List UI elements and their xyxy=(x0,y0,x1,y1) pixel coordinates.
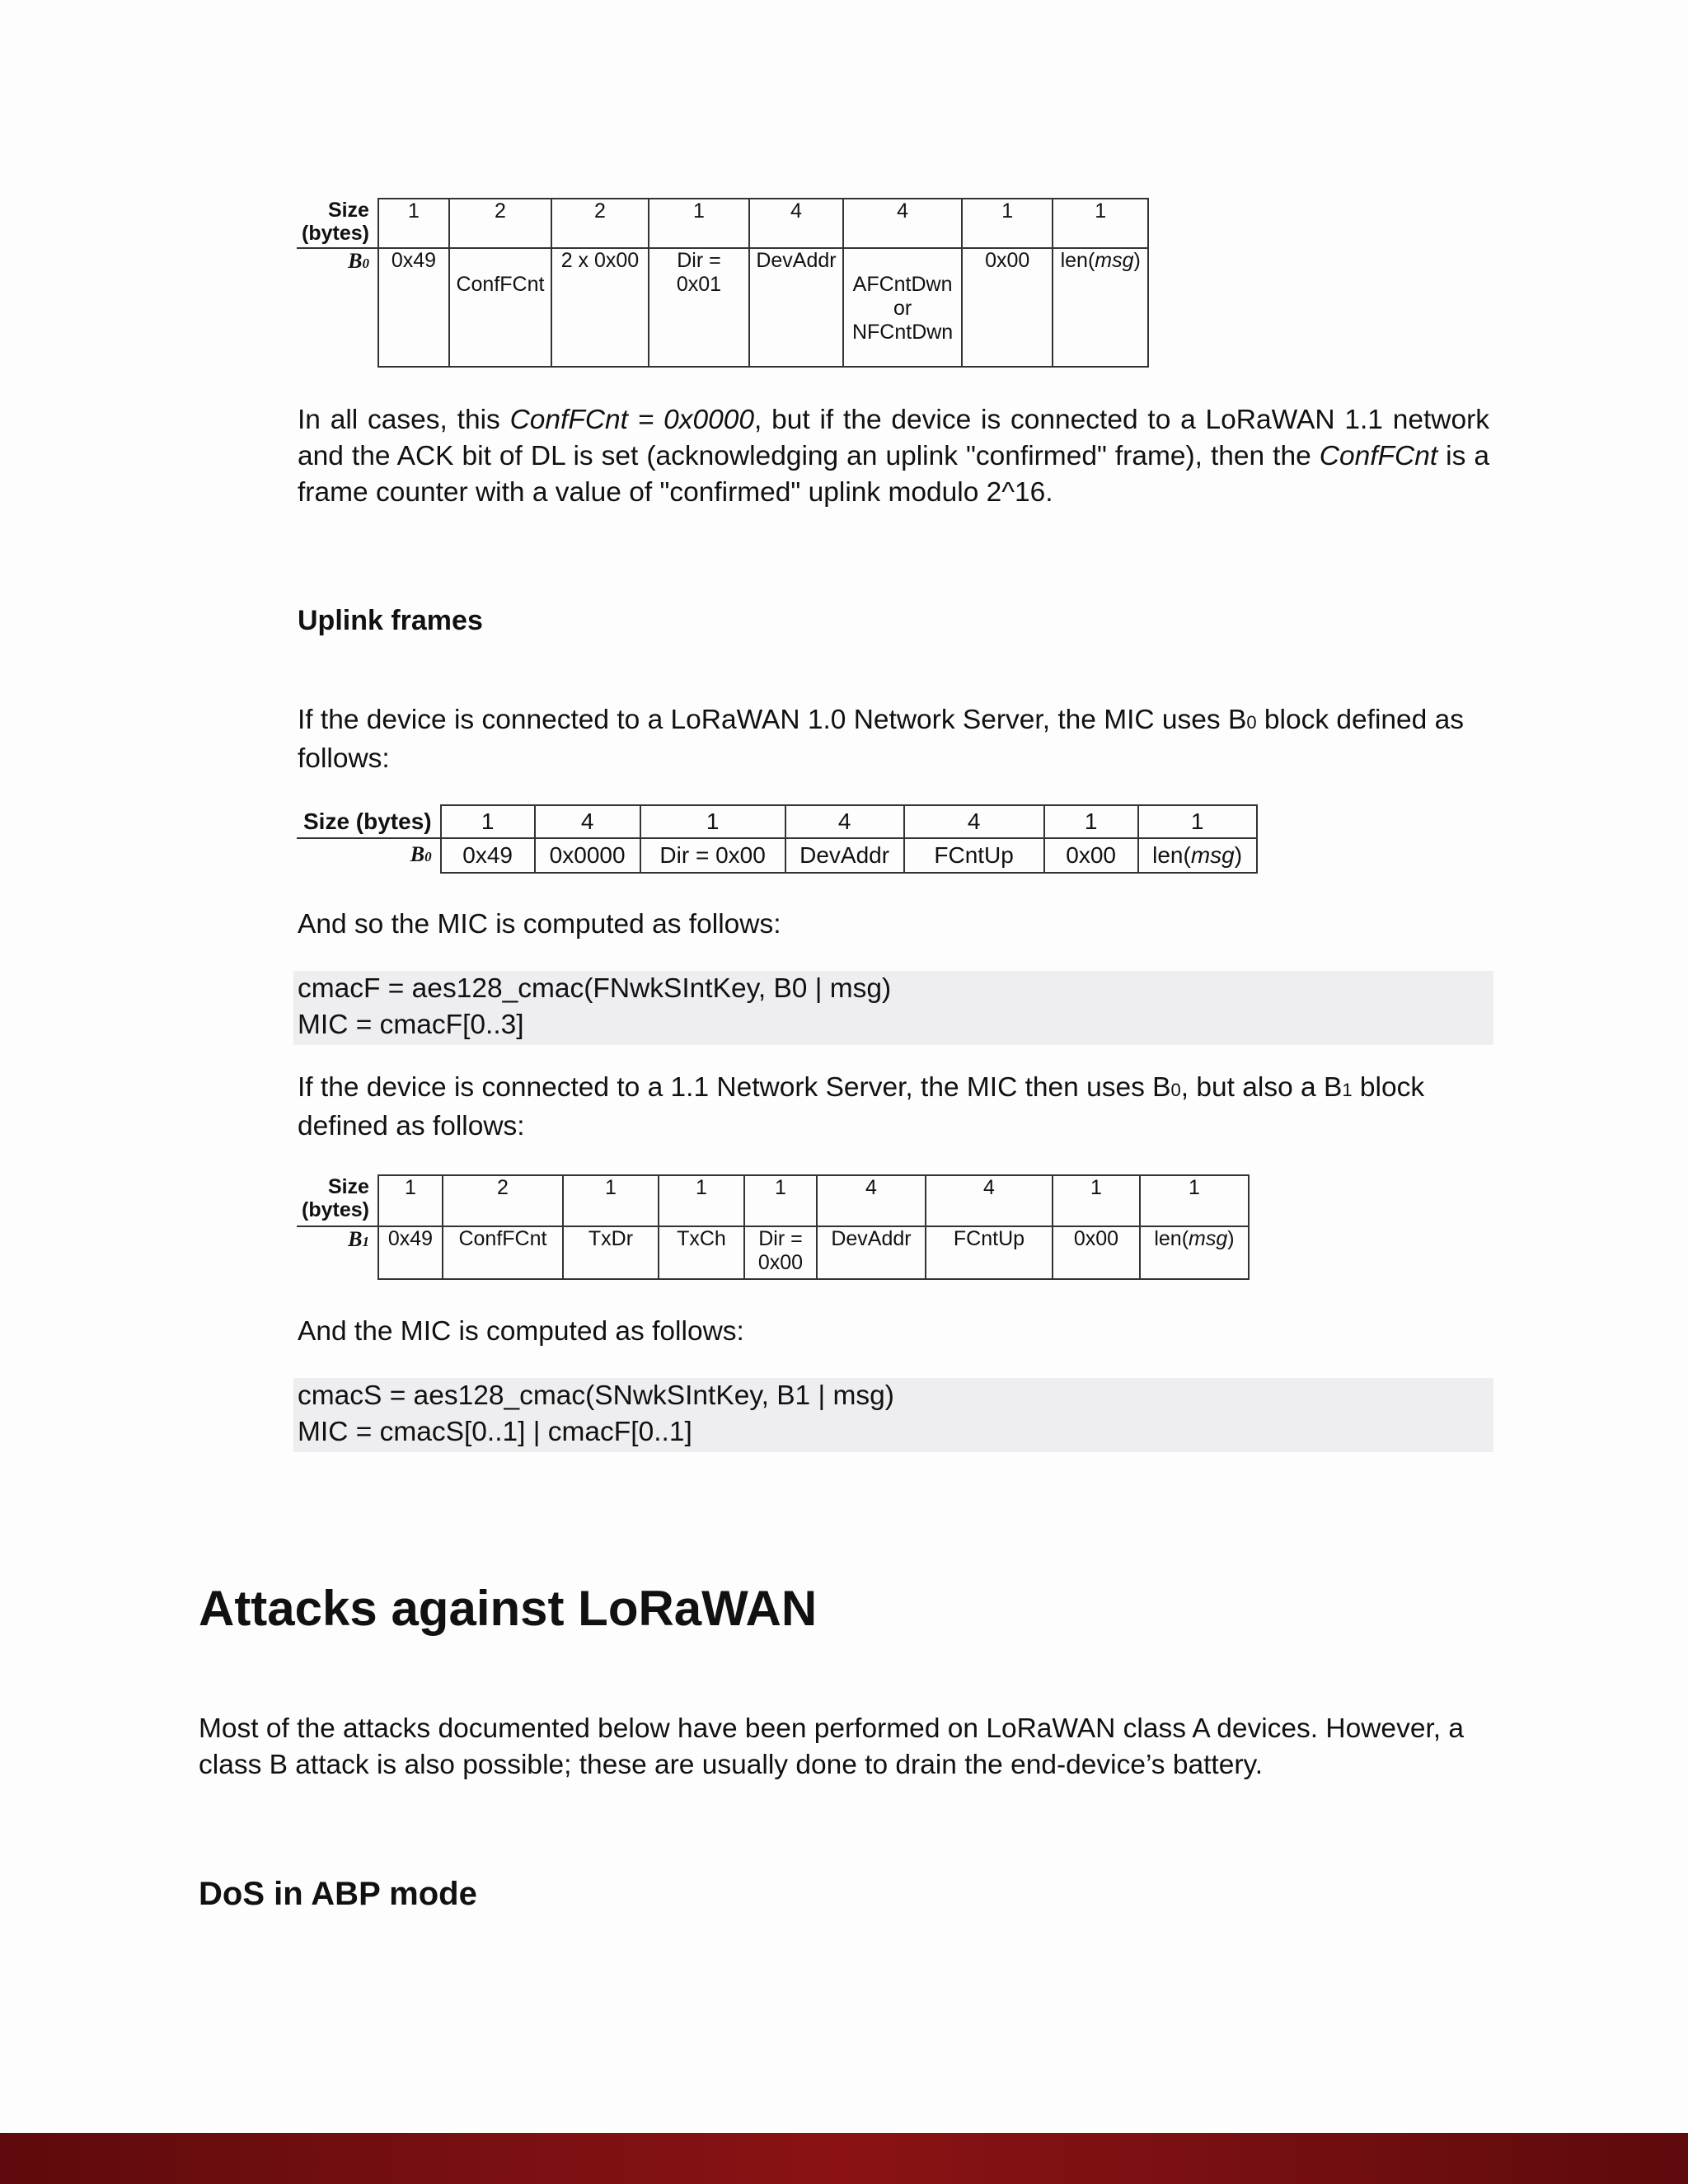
size-cell: 2 xyxy=(551,199,649,248)
code-line: cmacS = aes128_cmac(SNwkSIntKey, B1 | msg) xyxy=(298,1380,894,1411)
size-cell: 1 xyxy=(962,199,1053,248)
field-cell: AFCntDwn or NFCntDwn xyxy=(843,248,962,367)
field-cell: Dir = 0x01 xyxy=(649,248,749,367)
code-line: MIC = cmacS[0..1] | cmacF[0..1] xyxy=(298,1417,692,1447)
field-cell: TxDr xyxy=(563,1226,659,1279)
code-line: cmacF = aes128_cmac(FNwkSIntKey, B0 | msg) xyxy=(298,973,892,1004)
field-cell: 2 x 0x00 xyxy=(551,248,649,367)
size-cell: 1 xyxy=(378,199,449,248)
field-cell: FCntUp xyxy=(926,1226,1053,1279)
size-cell: 4 xyxy=(817,1175,926,1226)
paragraph-uplink-1-1: If the device is connected to a 1.1 Network Server, the MIC then uses B0, but also a B1 block defined as follows: xyxy=(298,1072,1425,1141)
size-label: Size (bytes) xyxy=(297,1175,378,1226)
size-cell: 1 xyxy=(1138,805,1257,838)
field-cell: DevAddr xyxy=(749,248,843,367)
paragraph-uplink-1-0: If the device is connected to a LoRaWAN 1.0 Network Server, the MIC uses B0 block defined as follows: xyxy=(298,705,1464,774)
size-cell: 4 xyxy=(785,805,904,838)
block-label: B0 xyxy=(348,249,369,273)
size-label: Size (bytes) xyxy=(297,805,441,838)
size-cell: 1 xyxy=(1053,199,1148,248)
field-cell: 0x00 xyxy=(1044,838,1138,873)
field-cell: 0x49 xyxy=(441,838,535,873)
field-cell: DevAddr xyxy=(817,1226,926,1279)
table-b1 xyxy=(297,1174,1250,1280)
size-cell: 1 xyxy=(1140,1175,1249,1226)
paragraph-confcnt: In all cases, this ConfFCnt = 0x0000, but if the device is connected to a LoRaWAN 1.1 network and the ACK bit of DL is set (acknowledging an uplink "confirmed" frame), then the ConfFCnt is a frame counter with a value of "confirmed" uplink modulo 2^16. xyxy=(298,405,1490,508)
mic-intro-2: And the MIC is computed as follows: xyxy=(298,1316,744,1347)
field-cell: Dir = 0x00 xyxy=(640,838,785,873)
footer-bar xyxy=(0,2133,1688,2184)
size-cell: 4 xyxy=(843,199,962,248)
size-cell: 1 xyxy=(378,1175,443,1226)
size-cell: 1 xyxy=(744,1175,817,1226)
block-label: B1 xyxy=(348,1227,369,1251)
field-cell: Dir = 0x00 xyxy=(744,1226,817,1279)
size-cell: 1 xyxy=(1053,1175,1140,1226)
size-cell: 2 xyxy=(449,199,551,248)
attacks-heading: Attacks against LoRaWAN xyxy=(199,1581,818,1636)
size-cell: 4 xyxy=(749,199,843,248)
size-cell: 1 xyxy=(441,805,535,838)
field-cell: 0x0000 xyxy=(535,838,640,873)
size-cell: 1 xyxy=(640,805,785,838)
field-cell: len(msg) xyxy=(1138,838,1257,873)
code-line: MIC = cmacF[0..3] xyxy=(298,1010,524,1040)
field-cell: len(msg) xyxy=(1140,1226,1249,1279)
field-cell: 0x49 xyxy=(378,248,449,367)
field-cell: ConfFCnt xyxy=(443,1226,563,1279)
field-cell: 0x00 xyxy=(962,248,1053,367)
mic-intro-1: And so the MIC is computed as follows: xyxy=(298,909,781,940)
size-cell: 1 xyxy=(1044,805,1138,838)
code-block-1 xyxy=(293,971,1493,1045)
size-cell: 4 xyxy=(904,805,1044,838)
size-label: Size (bytes) xyxy=(297,199,378,248)
field-cell: 0x49 xyxy=(378,1226,443,1279)
field-cell: ConfFCnt xyxy=(449,248,551,367)
field-cell: 0x00 xyxy=(1053,1226,1140,1279)
size-cell: 1 xyxy=(659,1175,744,1226)
field-cell: DevAddr xyxy=(785,838,904,873)
size-cell: 4 xyxy=(535,805,640,838)
dos-abp-heading: DoS in ABP mode xyxy=(199,1876,477,1912)
block-label: B0 xyxy=(410,842,432,866)
table-b0-uplink xyxy=(297,804,1258,874)
field-cell: FCntUp xyxy=(904,838,1044,873)
size-cell: 4 xyxy=(926,1175,1053,1226)
field-cell: len(msg) xyxy=(1053,248,1148,367)
code-block-2 xyxy=(293,1378,1493,1452)
size-cell: 2 xyxy=(443,1175,563,1226)
size-cell: 1 xyxy=(649,199,749,248)
size-cell: 1 xyxy=(563,1175,659,1226)
field-cell: TxCh xyxy=(659,1226,744,1279)
attacks-paragraph: Most of the attacks documented below have been performed on LoRaWAN class A devices. However, a class B attack is also possible; these are usually done to drain the end-device’s battery. xyxy=(199,1713,1464,1780)
table-b0-downlink xyxy=(297,198,1149,368)
uplink-frames-heading: Uplink frames xyxy=(298,605,483,636)
